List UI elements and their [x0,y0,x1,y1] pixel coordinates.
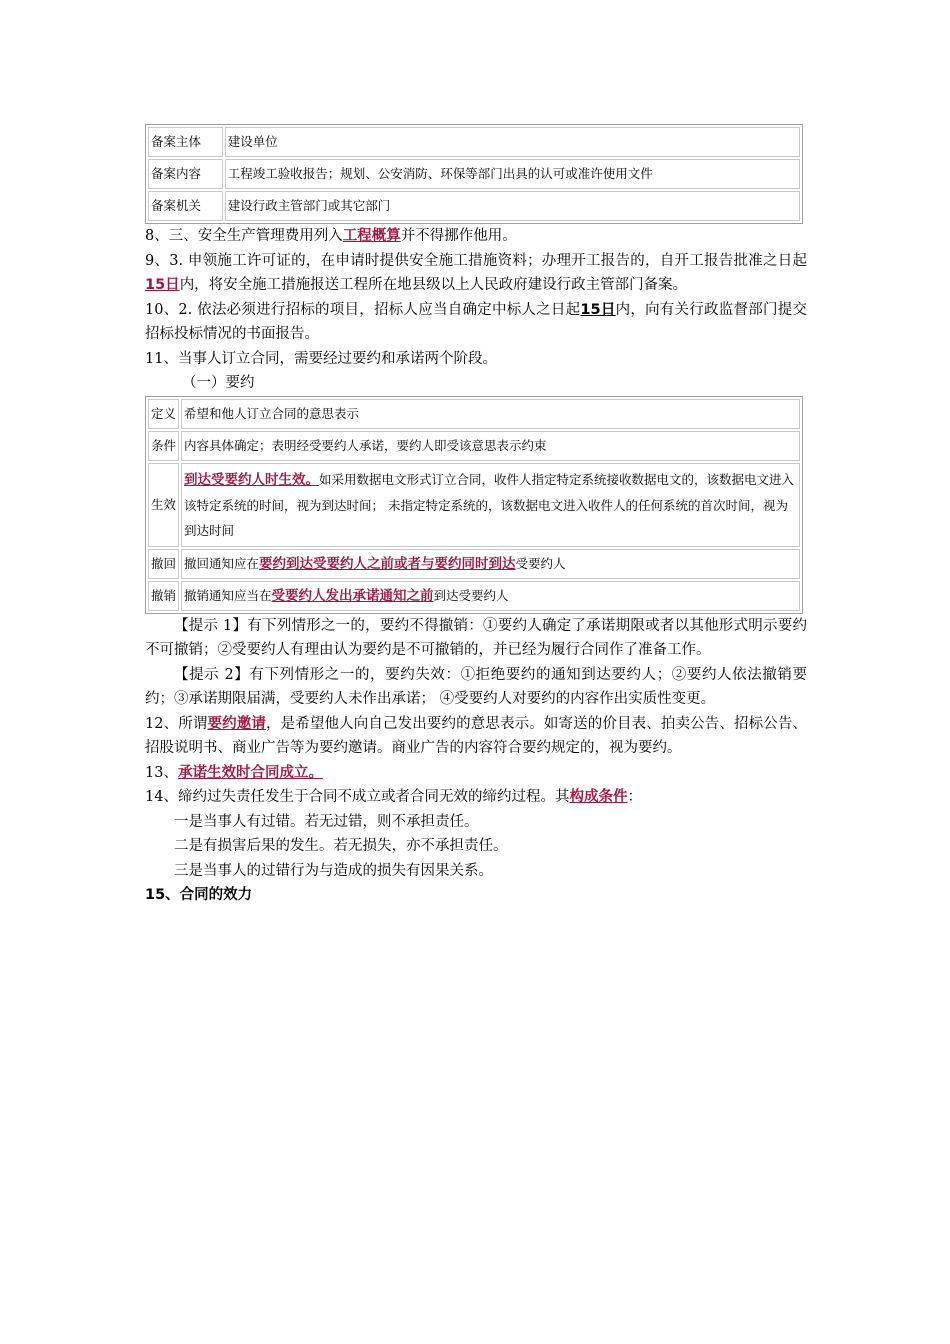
paragraph-11: 11、当事人订立合同，需要经过要约和承诺两个阶段。 [145,350,497,367]
table-row [148,431,800,461]
subheading-offer: （一）要约 [182,375,255,391]
text: 10、2. 依法必须进行招标的项目，招标人应当自确定中标人之日起 [145,301,581,318]
table-value [181,549,800,579]
tip-1: 【提示 1】有下列情形之一的，要约不得撤销：①要约人确定了承诺期限或者以其他形式明示要约不可撤销；②受要约人有理由认为要约是不可撤销的，并已经为履行合同作了准备工作。 [145,617,807,658]
highlight-term: 工程概算 [342,228,401,244]
table-value [181,581,800,611]
offer-table [145,396,803,614]
text: 内，向有关行政监督部门提交招标投标情况的书面报告。 [145,301,807,342]
table-row [148,191,800,221]
text: 14、缔约过失责任发生于合同不成立或者合同无效的缔约过程。其 [145,789,570,805]
text: 如采用数据电文形式订立合同，收件人指定特定系统接收数据电文的，该数据电文进入该特定系统的时间，视为到达时间； 未指定特定系统的，该数据电文进入收件人的任何系统的首次时间，视为到达时间 [184,471,795,538]
text: 内，将安全施工措施报送工程所在地县级以上人民政府建设行政主管部门备案。 [179,277,688,293]
document-page [145,124,807,908]
text: 12、所谓 [145,715,208,732]
table-row [148,159,800,189]
condition-3: 三是当事人的过错行为与造成的损失有因果关系。 [174,862,493,879]
table-value: 建设行政主管部门或其它部门 [225,191,800,221]
text: 撤回通知应在 [184,555,260,571]
text: 并不得挪作他用。 [400,228,517,244]
underlined-term: 15日 [580,301,616,318]
highlight-term: 15日 [145,277,180,293]
table-key: 撤销 [148,581,179,611]
highlight-term: 到达受要约人时生效。 [184,471,320,488]
paragraph-14 [145,785,807,810]
table-key: 备案内容 [148,159,223,189]
text: 13、 [145,764,178,781]
paragraph-13 [145,761,807,786]
highlight-term: 构成条件 [569,789,628,805]
text: ，是希望他人向自己发出要约的意思表示。如寄送的价目表、拍卖公告、招标公告、招股说明书、商业广告等为要约邀请。商业广告的内容符合要约规定的，视为要约。 [145,715,808,756]
table-key: 备案机关 [148,191,223,221]
table-key: 生效 [148,463,179,547]
paragraph-8 [145,224,807,249]
table-row [148,549,800,579]
table-value: 希望和他人订立合同的意思表示 [181,399,800,429]
condition-1: 一是当事人有过错。若无过错，则不承担责任。 [174,813,479,830]
highlight-term: 承诺生效时合同成立。 [177,764,323,781]
highlight-term: 受要约人发出承诺通知之前 [271,587,434,604]
text: 撤销通知应当在 [184,587,272,603]
text: 8、三、安全生产管理费用列入 [145,228,343,244]
table-row [148,127,800,157]
heading-15: 15、合同的效力 [145,887,253,903]
table-row [148,399,800,429]
table-key: 定义 [148,399,179,429]
table-row [148,581,800,611]
table-key: 条件 [148,431,179,461]
condition-2: 二是有损害后果的发生。若无损失，亦不承担责任。 [174,838,508,854]
table-key: 备案主体 [148,127,223,157]
highlight-term: 要约邀请 [207,715,266,732]
filing-table [145,124,803,224]
text: 受要约人 [515,555,566,571]
text: 9、3. 申领施工许可证的，在申请时提供安全施工措施资料；办理开工报告的，自开工报告批准之日起 [145,252,807,269]
table-value [181,463,800,547]
paragraph-12 [145,712,807,761]
highlight-term: 要约到达受要约人之前或者与要约同时到达 [259,555,516,572]
table-key: 撤回 [148,549,179,579]
text: 到达受要约人 [433,587,509,603]
table-value: 建设单位 [225,127,800,157]
paragraph-10 [145,298,807,347]
paragraph-9 [145,249,807,298]
text: ： [627,789,642,805]
tip-2: 【提示 2】有下列情形之一的，要约失效：①拒绝要约的通知到达要约人；②要约人依法撤销要约；③承诺期限届满，受要约人未作出承诺； ④受要约人对要约的内容作出实质性变更。 [145,666,807,707]
table-value: 内容具体确定；表明经受要约人承诺，要约人即受该意思表示约束 [181,431,800,461]
table-value: 工程竣工验收报告；规划、公安消防、环保等部门出具的认可或准许使用文件 [225,159,800,189]
table-row [148,463,800,547]
